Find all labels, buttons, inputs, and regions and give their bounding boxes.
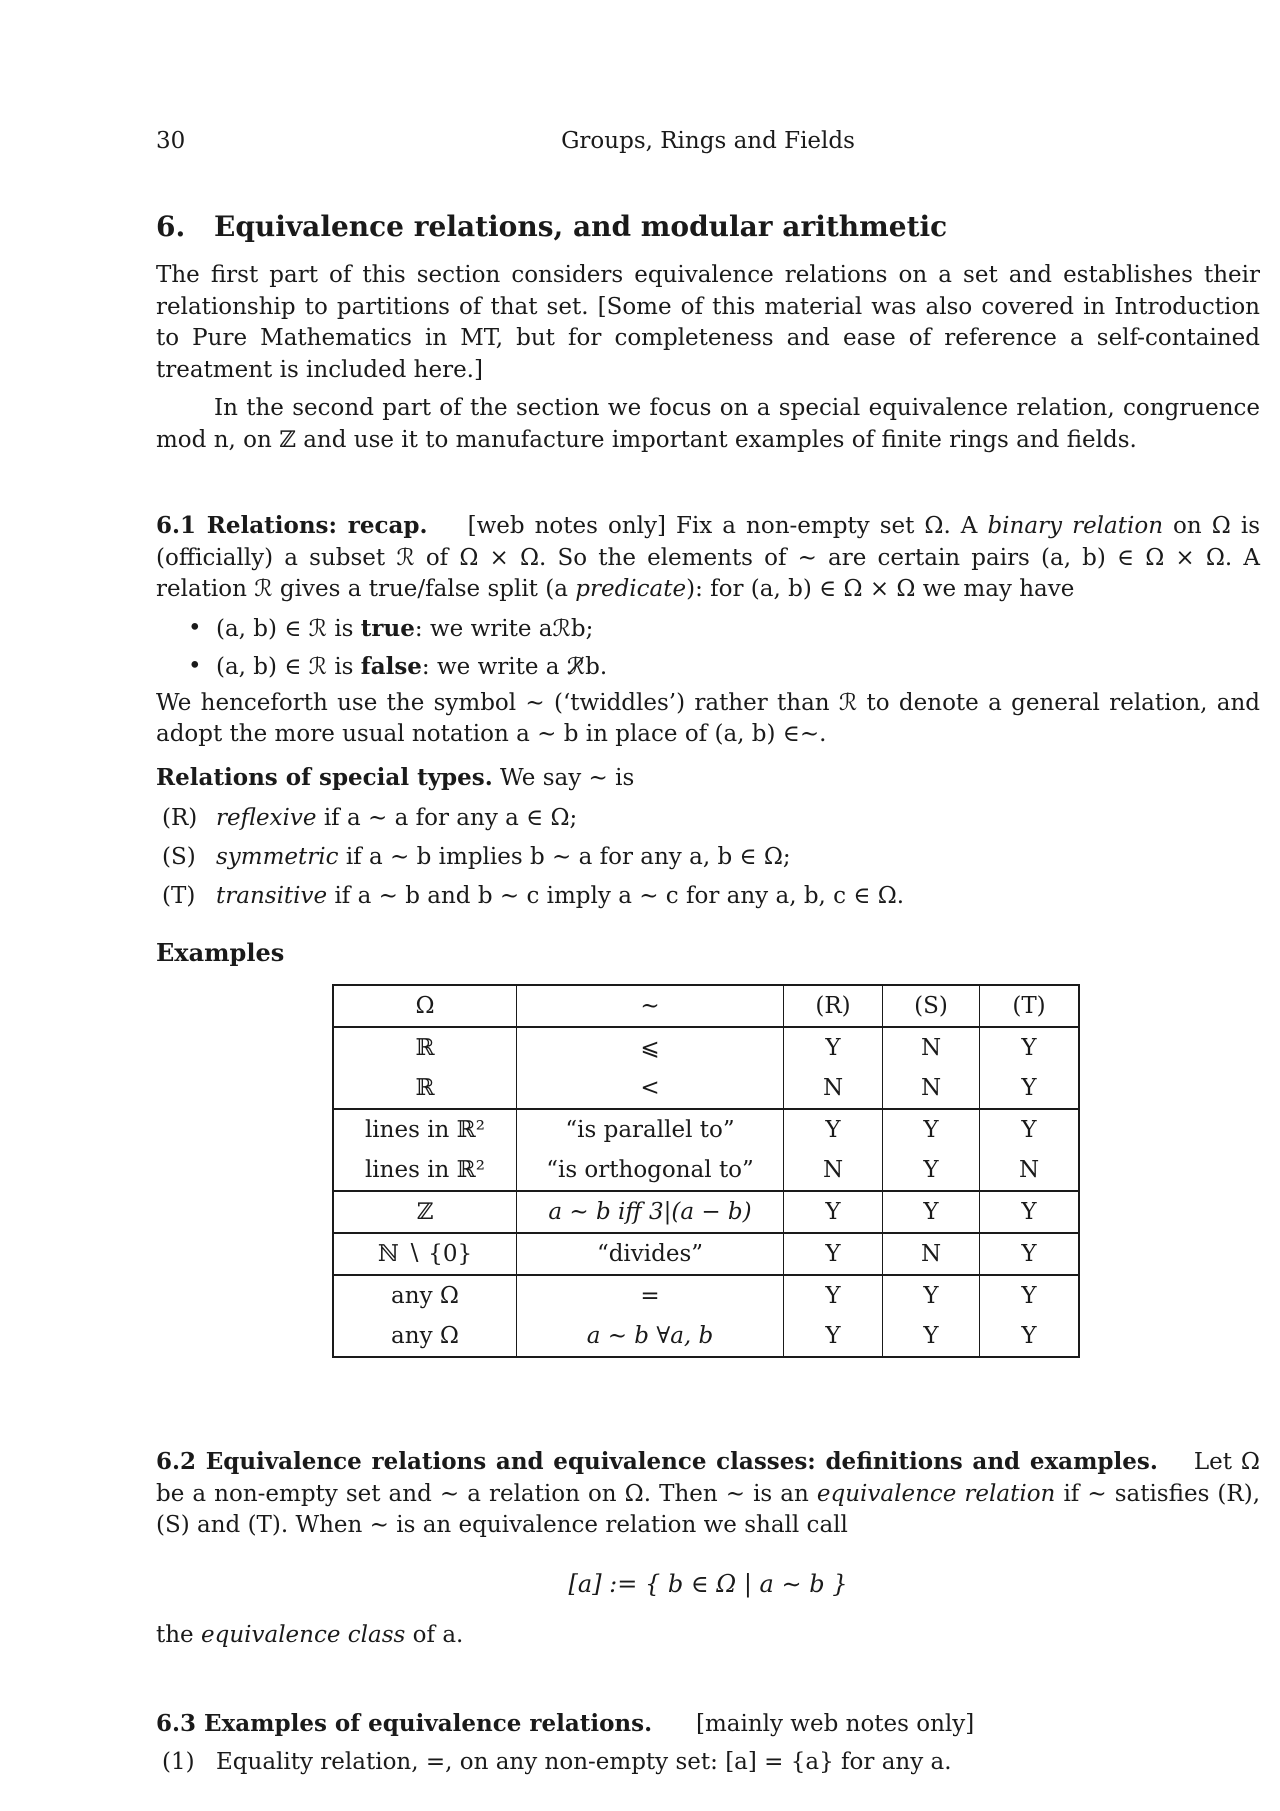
section-number: 6. [156, 210, 186, 243]
recap-text-3: ): for (a, b) ∈ Ω × Ω we may have [686, 576, 1075, 602]
bullet-text: : we write a ℛ̸b. [421, 653, 608, 680]
bullet-false [156, 648, 1260, 686]
example-item-1 [156, 1743, 1260, 1782]
property-list [156, 799, 1260, 916]
table-cell: Y [784, 1275, 883, 1316]
binary-relation-term: binary relation [987, 513, 1164, 539]
subsection-heading: 6.2 Equivalence relations and equivalence classes: definitions and examples. [156, 1448, 1158, 1475]
intro-text [156, 260, 1260, 456]
table-cell: Y [980, 1191, 1080, 1233]
property-text: if a ∼ b implies b ∼ a for any a, b ∈ Ω; [345, 843, 791, 870]
column-header: Ω [333, 985, 517, 1027]
table-row [333, 1233, 1079, 1275]
column-header: ∼ [517, 985, 784, 1027]
running-title: Groups, Rings and Fields [561, 128, 855, 154]
table-cell: a ∼ b ∀a, b [517, 1316, 784, 1357]
table-cell: Y [883, 1191, 980, 1233]
table-row [333, 1191, 1079, 1233]
bullet-text: (a, b) ∈ ℛ is [216, 653, 354, 680]
table-cell: ℝ [333, 1027, 517, 1068]
table-cell: Y [883, 1150, 980, 1191]
recap-text-2: on Ω is (officially) a subset ℛ of Ω × Ω. So the elements of ∼ are certain pairs (a, b) ∈ Ω × Ω. A relation ℛ gives a true/false split (a [156, 513, 1260, 602]
relations-recap-paragraph [156, 510, 1260, 606]
column-header: (R) [784, 985, 883, 1027]
table-cell: Y [784, 1316, 883, 1357]
table-row [333, 1316, 1079, 1357]
examples-heading-line [156, 1708, 1260, 1741]
table-header-row [333, 985, 1079, 1027]
equivalence-definition [156, 1446, 1260, 1542]
property-term: transitive [216, 882, 328, 909]
table-cell: “is orthogonal to” [517, 1150, 784, 1191]
table-cell: Y [883, 1316, 980, 1357]
property-reflexive [156, 799, 1260, 838]
property-label: (S) [162, 843, 196, 870]
table-row [333, 1027, 1079, 1068]
predicate-term: predicate [575, 576, 687, 602]
tail-text: of a. [412, 1622, 464, 1648]
definition-text-2: if ∼ satisfies (R), (S) and (T). When ∼ is an equivalence relation we shall call [156, 1480, 1260, 1538]
table-cell: Y [784, 1191, 883, 1233]
table-cell: Y [980, 1109, 1080, 1150]
table-cell: Y [883, 1275, 980, 1316]
property-term: symmetric [216, 843, 339, 870]
property-label: (T) [162, 882, 196, 909]
special-types-lead-text: We say ∼ is [500, 765, 635, 791]
bullet-true [156, 610, 1260, 648]
web-notes-label: [mainly web notes only] [695, 1711, 975, 1737]
table-cell: N [883, 1027, 980, 1068]
table-cell: N [980, 1150, 1080, 1191]
subsection-heading: 6.1 Relations: recap. [156, 512, 428, 539]
equivalence-class-tail [156, 1620, 1260, 1652]
definition-text-1: Let Ω be a non-empty set and ∼ a relation on Ω. Then ∼ is an [156, 1449, 1261, 1507]
recap-text-1: Fix a non-empty set Ω. A [675, 513, 978, 539]
table-cell: N [784, 1150, 883, 1191]
table-cell: Y [980, 1027, 1080, 1068]
equivalence-relation-term: equivalence relation [816, 1480, 1056, 1507]
equivalence-class-sentence [156, 1620, 1260, 1652]
subsection-6-1 [156, 510, 1260, 751]
table-cell: a ∼ b iff 3|(a − b) [517, 1191, 784, 1233]
bullet-text: : we write aℛb; [414, 615, 594, 642]
table-cell: Y [980, 1275, 1080, 1316]
column-header: (S) [883, 985, 980, 1027]
intro-paragraph-2: In the second part of the section we focus on a special equivalence relation, congruence mod n, on ℤ and use it to manufacture important examples of finite rings and fields. [156, 395, 1260, 453]
twiddles-paragraph: We henceforth use the symbol ∼ (‘twiddles’) rather than ℛ to denote a general relation, and adopt the more usual notation a ∼ b in place of (a, b) ∈∼. [156, 689, 1260, 747]
table-cell: = [517, 1275, 784, 1316]
table-cell: Y [784, 1027, 883, 1068]
column-header: (T) [980, 985, 1080, 1027]
table-cell: lines in ℝ² [333, 1109, 517, 1150]
property-symmetric [156, 838, 1260, 877]
table-cell: ℤ [333, 1191, 517, 1233]
table-cell: ℝ [333, 1068, 517, 1109]
subsection-6-2 [156, 1446, 1260, 1542]
intro-paragraph-1: The first part of this section considers equivalence relations on a set and establishes their relationship to partitions of that set. [Some of this material was also covered in Introduction to Pure Mathematics in MT, but for completeness and ease of reference a self-contained treatment is included here.] [156, 262, 1260, 383]
table-cell: any Ω [333, 1316, 517, 1357]
section-title-text: Equivalence relations, and modular arithmetic [214, 210, 948, 243]
table-cell: N [784, 1068, 883, 1109]
table-cell: “divides” [517, 1233, 784, 1275]
table-cell: ℕ ∖ {0} [333, 1233, 517, 1275]
web-notes-label: [web notes only] [467, 513, 666, 539]
table-cell: Y [784, 1233, 883, 1275]
equivalence-example-list [156, 1743, 1260, 1782]
examples-table [332, 984, 1080, 1358]
tail-text: the [156, 1622, 194, 1648]
table-cell: Y [980, 1316, 1080, 1357]
bullet-keyword: true [360, 614, 415, 642]
item-text: Equality relation, =, on any non-empty set: [a] = {a} for any a. [216, 1748, 952, 1775]
property-transitive [156, 877, 1260, 916]
truth-bullets [156, 610, 1260, 686]
table-row [333, 1275, 1079, 1316]
table-cell: Y [980, 1068, 1080, 1109]
bullet-text: (a, b) ∈ ℛ is [216, 615, 354, 642]
property-term: reflexive [216, 804, 317, 831]
table-cell: N [883, 1068, 980, 1109]
equivalence-class-formula: [a] := { b ∈ Ω | a ∼ b } [568, 1570, 848, 1598]
item-label: (1) [162, 1748, 195, 1775]
table-cell: “is parallel to” [517, 1109, 784, 1150]
table-cell: any Ω [333, 1275, 517, 1316]
table-row [333, 1068, 1079, 1109]
table-cell: < [517, 1068, 784, 1109]
table-cell: Y [883, 1109, 980, 1150]
special-types [156, 762, 1260, 916]
special-types-lead [156, 762, 1260, 795]
section-title [156, 210, 947, 243]
bullet-keyword: false [360, 652, 422, 680]
property-text: if a ∼ a for any a ∈ Ω; [323, 804, 578, 831]
property-label: (R) [162, 804, 198, 831]
table-cell: ⩽ [517, 1027, 784, 1068]
table-row [333, 1150, 1079, 1191]
table-cell: Y [784, 1109, 883, 1150]
page-number: 30 [156, 128, 186, 154]
table-cell: N [883, 1233, 980, 1275]
property-text: if a ∼ b and b ∼ c imply a ∼ c for any a, b, c ∈ Ω. [334, 882, 905, 909]
table-cell: lines in ℝ² [333, 1150, 517, 1191]
table-cell: Y [980, 1233, 1080, 1275]
special-types-heading: Relations of special types. [156, 764, 493, 791]
equivalence-class-term: equivalence class [200, 1622, 406, 1648]
subsection-6-3 [156, 1708, 1260, 1782]
subsection-heading: 6.3 Examples of equivalence relations. [156, 1710, 653, 1737]
table-row [333, 1109, 1079, 1150]
examples-heading: Examples [156, 938, 285, 967]
